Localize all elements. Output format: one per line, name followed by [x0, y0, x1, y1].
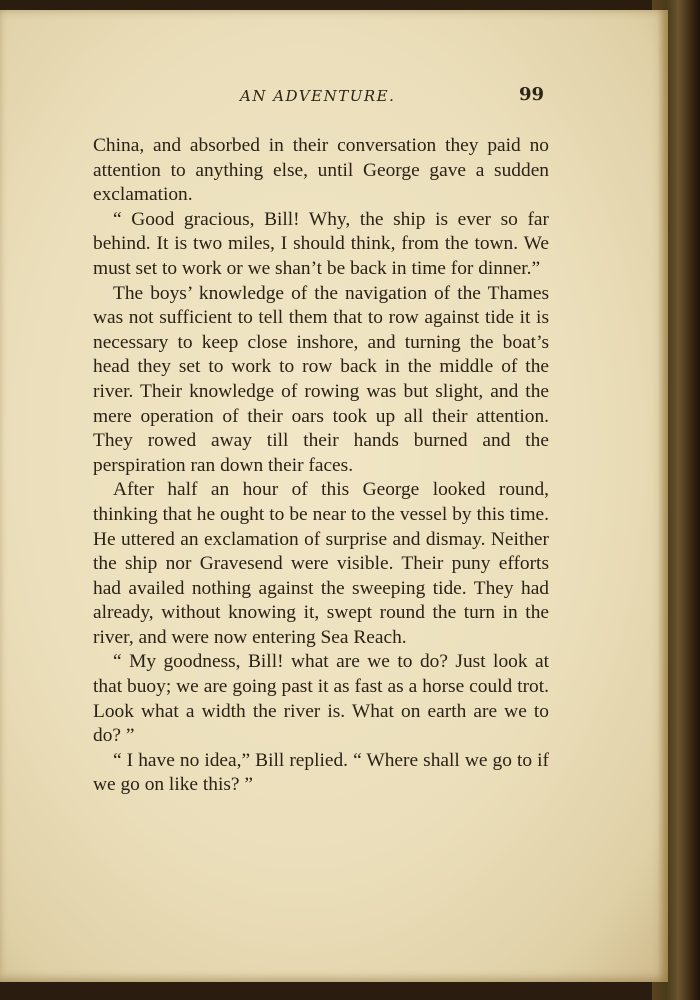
paragraph-5: “ My goodness, Bill! what are we to do? Just look at that buoy; we are going past it as fast as a horse could trot. Look what a width the river is. What on earth are we to do? ”: [93, 651, 549, 747]
paragraph-6: “ I have no idea,” Bill replied. “ Where shall we go to if we go on like this? ”: [93, 749, 549, 796]
paragraph-2: “ Good gracious, Bill! Why, the ship is ever so far behind. It is two miles, I should think, from the town. We must set to work or we shan’t be back in time for dinner.”: [93, 208, 549, 279]
paragraph-3: The boys’ knowledge of the navigation of the Thames was not sufficient to tell them that to row against tide it is necessary to keep close inshore, and turning the boat’s head they set to work to row back in the middle of the river. Their knowledge of rowing was but slight, and the mere operation of their oars took up all their attention. They rowed away till their hands burned and the perspiration ran down their faces.: [93, 282, 549, 476]
body-text: [93, 134, 549, 798]
page-edge-shadow: [658, 10, 668, 982]
page-header: [92, 84, 552, 117]
page-number: 99: [518, 84, 544, 105]
running-head: AN ADVENTURE.: [240, 87, 396, 105]
paragraph-1: China, and absorbed in their conversation they paid no attention to anything else, until George gave a sudden exclamation.: [93, 135, 549, 206]
paragraph-4: After half an hour of this George looked round, thinking that he ought to be near to the vessel by this time. He uttered an exclamation of surprise and dismay. Neither the ship nor Gravesend were visible. Their puny efforts had availed nothing against the sweeping tide. They had already, without knowing it, swept round the turn in the river, and were now entering Sea Reach.: [93, 479, 549, 648]
